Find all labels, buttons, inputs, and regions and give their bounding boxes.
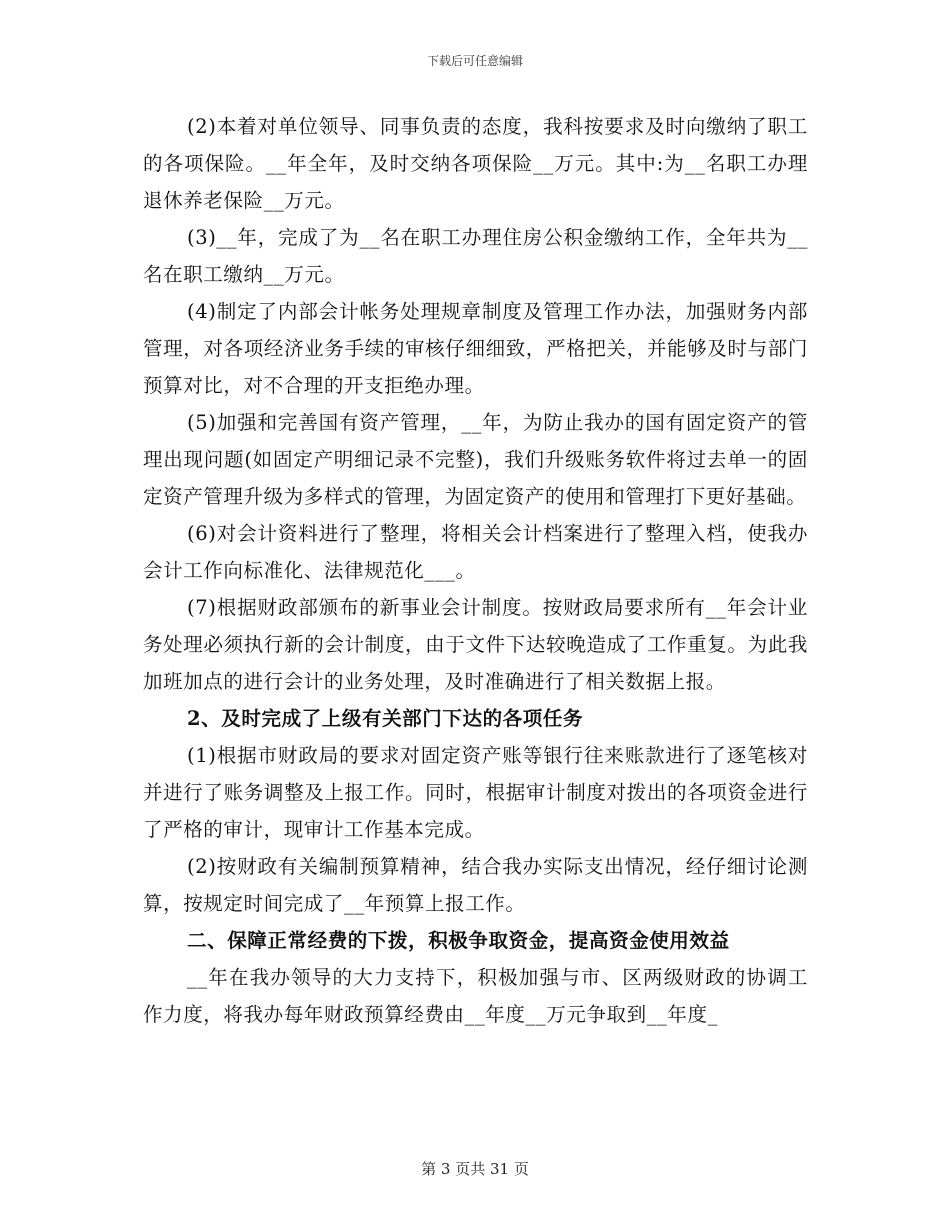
paragraph: (5)加强和完善国有资产管理，__年，为防止我办的国有固定资产的管理出现问题(如固定产明细记录不完整)，我们升级账务软件将过去单一的固定资产管理升级为多样式的管理，为固定资产的使用和管理打下更好基础。: [143, 411, 808, 508]
paragraph: (4)制定了内部会计帐务处理规章制度及管理工作办法，加强财务内部管理，对各项经济业务手续的审核仔细细致，严格把关，并能够及时与部门预算对比，对不合理的开支拒绝办理。: [143, 300, 808, 397]
section-heading: 二、保障正常经费的下拨，积极争取资金，提高资金使用效益: [187, 929, 730, 952]
document-body: [143, 108, 808, 1033]
paragraph: (2)按财政有关编制预算精神，结合我办实际支出情况，经仔细讨论测算，按规定时间完成了__年预算上报工作。: [143, 855, 808, 915]
paragraph: (3)__年，完成了为__名在职工办理住房公积金缴纳工作，全年共为__名在职工缴纳__万元。: [143, 226, 808, 286]
paragraph: (2)本着对单位领导、同事负责的态度，我科按要求及时向缴纳了职工的各项保险。__年全年，及时交纳各项保险__万元。其中:为__名职工办理退休养老保险__万元。: [143, 115, 808, 212]
paragraph: (1)根据市财政局的要求对固定资产账等银行往来账款进行了逐笔核对并进行了账务调整及上报工作。同时，根据审计制度对拨出的各项资金进行了严格的审计，现审计工作基本完成。: [143, 744, 808, 841]
paragraph: (7)根据财政部颁布的新事业会计制度。按财政局要求所有__年会计业务处理必须执行新的会计制度，由于文件下达较晚造成了工作重复。为此我加班加点的进行会计的业务处理，及时准确进行了相关数据上报。: [143, 596, 808, 693]
page-header: 下载后可任意编辑: [426, 54, 523, 68]
paragraph: (6)对会计资料进行了整理，将相关会计档案进行了整理入档，使我办会计工作向标准化、法律规范化___。: [143, 522, 808, 582]
paragraph: __年在我办领导的大力支持下，积极加强与市、区两级财政的协调工作力度，将我办每年财政预算经费由__年度__万元争取到__年度_: [143, 966, 808, 1026]
section-heading: 2、及时完成了上级有关部门下达的各项任务: [187, 707, 584, 730]
page-footer: 第 3 页共 31 页: [421, 1160, 529, 1178]
